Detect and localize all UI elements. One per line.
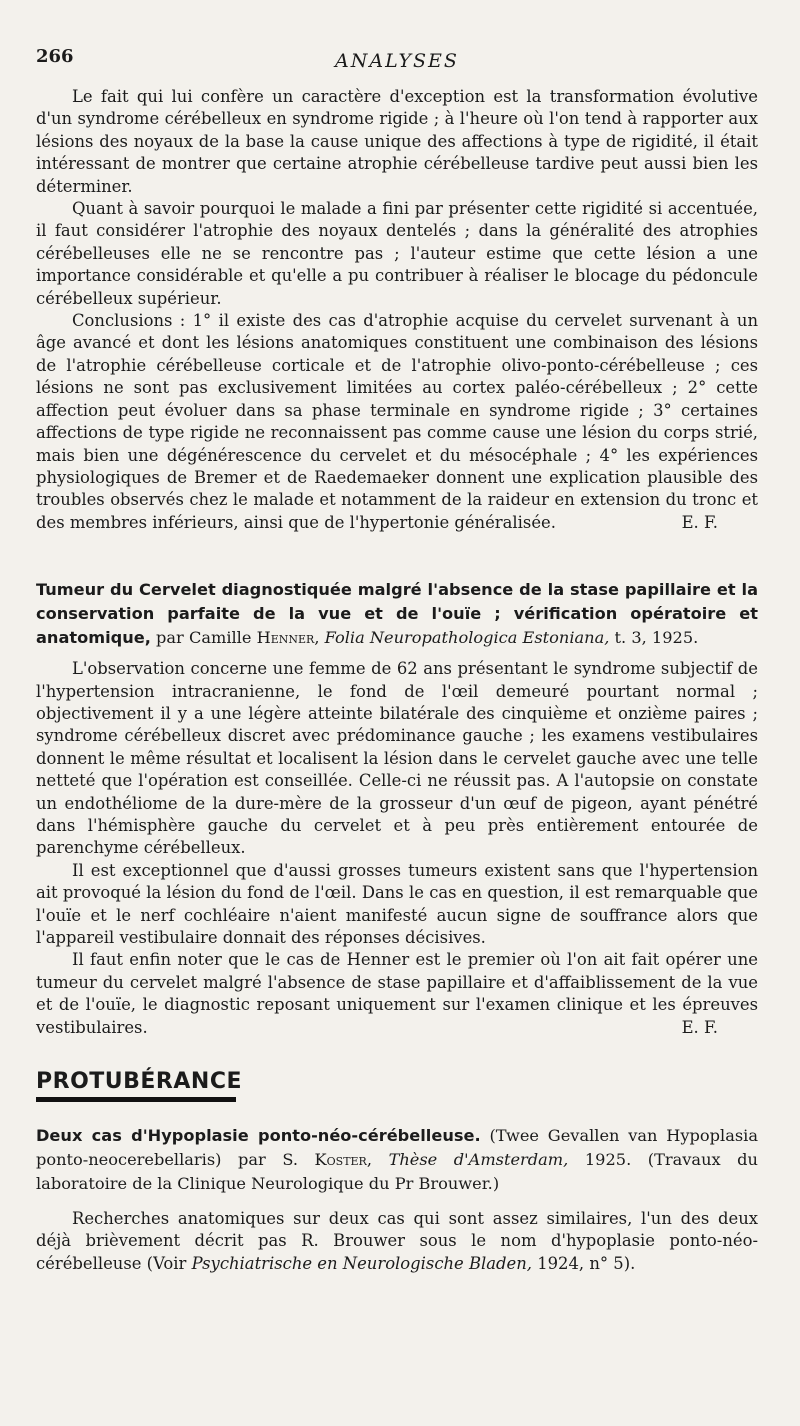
article-title-main: Deux cas d'Hypoplasie ponto-néo-cérébelleuse. [36,1126,481,1146]
page-content [36,86,758,1275]
article-thesis: Thèse d'Amsterdam, [388,1150,569,1170]
page-header [36,46,758,76]
section-heading: PROTUBÉRANCE [36,1069,236,1102]
article-title [36,578,758,650]
paragraph-text: Recherches anatomiques sur deux cas qui sont assez similaires, l'un des deux déjà brièvement décrit pas R. Brouwer sous le nom d'hypoplasie ponto-néo-cérébelleuse (Voir [36,1209,758,1273]
article-reference: t. 3, 1925. [614,628,699,648]
paragraph: Quant à savoir pourquoi le malade a fini par présenter cette rigidité si accentuée, il faut considérer l'atrophie des noyaux dentelés ; dans la généralité des atrophies cérébelleuses elle ne se rencontre pas ; l'auteur estime que cette lésion a une importance considérable et qu'elle a pu contribuer à réaliser le blocage du pédoncule cérébelleux supérieur. [36,199,758,308]
article-subtitle: (Twee Gevallen van Hypoplasia ponto-neocerebellaris) par S. [36,1126,758,1170]
signature: E. F. [681,1017,718,1037]
signature: E. F. [681,512,718,532]
article-reference: 1925. (Travaux du laboratoire de la Clinique Neurologique du Pr Brouwer.) [36,1150,758,1194]
article-by: par Camille [156,628,252,648]
page-number: 266 [36,46,74,67]
paragraph: Il est exceptionnel que d'aussi grosses tumeurs existent sans que l'hypertension ait provoqué la lésion du fond de l'œil. Dans le cas en question, il est remarquable que l'ouïe et le nerf cochléaire n'aient manifesté aucun signe de souffrance alors que l'appareil vestibulaire donnait des réponses décisives. [36,860,758,948]
article-author: Henner, [256,628,320,648]
article-title-main: Tumeur du Cervelet diagnostiquée malgré l'absence de la stase papillaire et la conservation parfaite de la vue et de l'ouïe ; vérification opératoire et anatomique, [36,580,758,648]
review-pontine-hypoplasia [36,1124,758,1275]
paragraph: Le fait qui lui confère un caractère d'exception est la transformation évolutive d'un syndrome cérébelleux en syndrome rigide ; à l'heure où l'on tend à rapporter aux lésions des noyaux de la base la cause unique des affections à type de rigidité, il était intéressant de montrer que certaine atrophie cérébelleuse tardive peut aussi bien les déterminer. [36,87,758,196]
paragraph-text: 1924, n° 5). [537,1253,636,1273]
article-journal: Folia Neuropathologica Estoniana, [324,628,610,648]
running-title: ANALYSES [335,50,459,72]
article-title [36,1124,758,1196]
paragraph: Conclusions : 1° il existe des cas d'atrophie acquise du cervelet survenant à un âge avancé et dont les lésions anatomiques constituent une combinaison des lésions de l'atrophie cérébelleuse corticale et de l'atrophie olivo-ponto-cérébelleuse ; ces lésions ne sont pas exclusivement limitées au cortex paléo-cérébelleux ; 2° cette affection peut évoluer dans sa phase terminale en syndrome rigide ; 3° certaines affections de type rigide ne reconnaissent pas comme cause une lésion du corps strié, mais bien une dégénérescence du cervelet et du mésocéphale ; 4° les expériences physiologiques de Bremer et de Raedemaeker donnent une explication plausible des troubles observés chez le malade et notamment de la raideur en extension du tronc et des membres inférieurs, ainsi que de l'hypertonie généralisée. [36,311,758,532]
paragraph: Il faut enfin noter que le cas de Henner est le premier où l'on ait fait opérer une tumeur du cervelet malgré l'absence de stase papillaire et d'affaiblissement de la vue et de l'ouïe, le diagnostic reposant uniquement sur l'examen clinique et les épreuves vestibulaires. [36,950,758,1037]
review-cerebellar-tumor [36,578,758,1039]
paragraph [36,1208,758,1275]
article-author: Koster, [314,1150,372,1170]
cited-journal: Psychiatrische en Neurologische Bladen, [191,1253,532,1273]
review-cerebellar-atrophy [36,86,758,534]
paragraph: L'observation concerne une femme de 62 ans présentant le syndrome subjectif de l'hypertension intracranienne, le fond de l'œil demeuré pourtant normal ; objectivement il y a une légère atteinte bilatérale des cinquième et onzième paires ; syndrome cérébelleux discret avec prédominance gauche ; les examens vestibulaires donnent le même résultat et localisent la lésion dans le cervelet gauche avec une telle netteté que l'opération est conseillée. Celle-ci ne réussit pas. A l'autopsie on constate un endothéliome de la dure-mère de la grosseur d'un œuf de pigeon, ayant pénétré dans l'hémisphère gauche du cervelet et à peu près entièrement entourée de parenchyme cérébelleux. [36,659,758,858]
